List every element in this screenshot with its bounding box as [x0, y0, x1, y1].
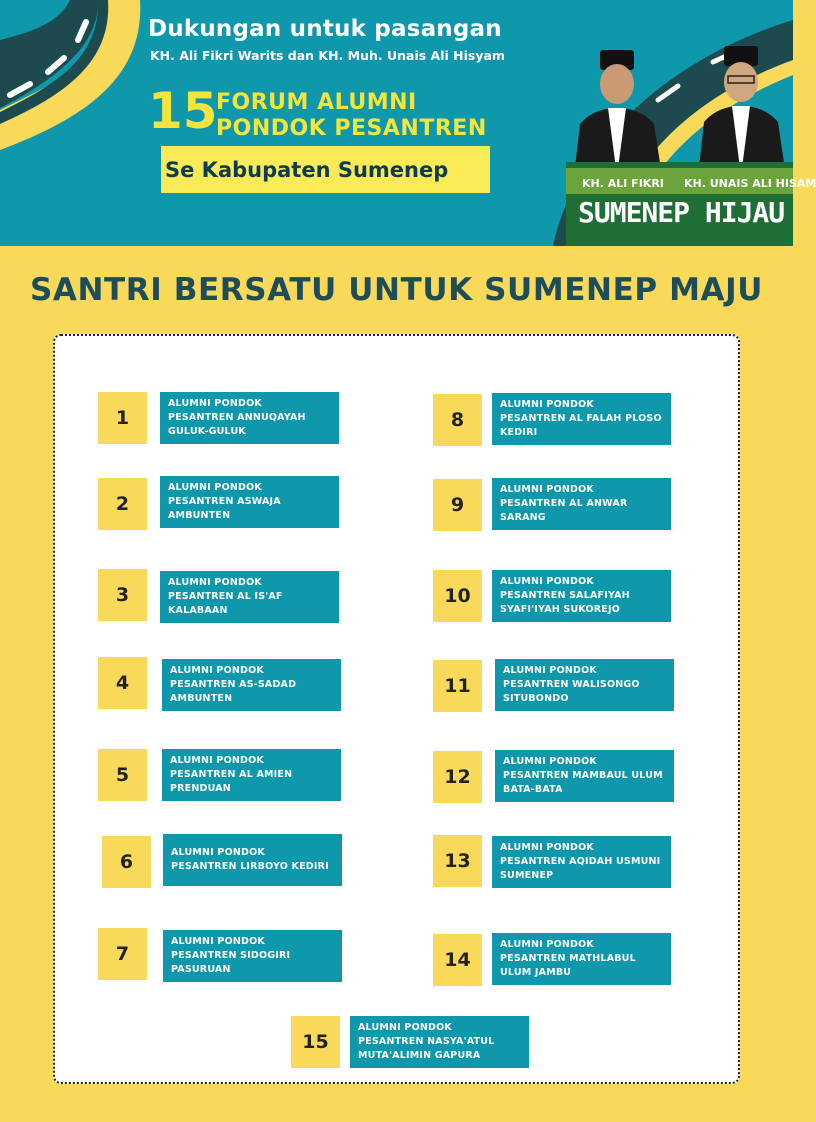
item-label: ALUMNI PONDOK PESANTREN AL IS'AF KALABAAN: [160, 571, 339, 623]
item-number: 7: [98, 928, 147, 980]
item-number: 2: [98, 478, 147, 530]
item-number: 5: [98, 749, 147, 801]
item-label: ALUMNI PONDOK PESANTREN AL FALAH PLOSO KEDIRI: [492, 393, 671, 445]
candidate-name-2: KH. UNAIS ALI HISAM: [684, 177, 816, 190]
item-label: ALUMNI PONDOK PESANTREN WALISONGO SITUBONDO: [495, 659, 674, 711]
item-number: 11: [433, 660, 482, 712]
candidate-portrait-1: [570, 46, 666, 176]
item-number: 3: [98, 569, 147, 621]
header-banner: [0, 0, 816, 246]
item-label: ALUMNI PONDOK PESANTREN SALAFIYAH SYAFI'IYAH SUKOREJO: [492, 570, 671, 622]
item-label: ALUMNI PONDOK PESANTREN MATHLABUL ULUM JAMBU: [492, 933, 671, 985]
forum-title-line2: PONDOK PESANTREN: [216, 116, 487, 141]
item-number: 12: [433, 751, 482, 803]
forum-title-line1: FORUM ALUMNI: [216, 90, 417, 115]
region-label: Se Kabupaten Sumenep: [161, 146, 490, 193]
item-label: ALUMNI PONDOK PESANTREN MAMBAUL ULUM BATA-BATA: [495, 750, 674, 802]
item-label: ALUMNI PONDOK PESANTREN ASWAJA AMBUNTEN: [160, 476, 339, 528]
candidate-portrait-2: [694, 46, 790, 176]
forum-list-card: [53, 334, 740, 1084]
item-number: 9: [433, 479, 482, 531]
candidate-name-1: KH. ALI FIKRI: [582, 177, 664, 190]
item-label: ALUMNI PONDOK PESANTREN ANNUQAYAH GULUK-GULUK: [160, 392, 339, 444]
item-number: 14: [433, 934, 482, 986]
support-title: Dukungan untuk pasangan: [148, 16, 502, 42]
item-number: 13: [433, 835, 482, 887]
item-number: 6: [102, 836, 151, 888]
item-label: ALUMNI PONDOK PESANTREN LIRBOYO KEDIRI: [163, 834, 342, 886]
road-graphic: [0, 0, 140, 150]
item-label: ALUMNI PONDOK PESANTREN AL ANWAR SARANG: [492, 478, 671, 530]
item-label: ALUMNI PONDOK PESANTREN NASYA'ATUL MUTA'ALIMIN GAPURA: [350, 1016, 529, 1068]
item-label: ALUMNI PONDOK PESANTREN AQIDAH USMUNI SUMENEP: [492, 836, 671, 888]
forum-count: 15: [148, 82, 218, 140]
item-label: ALUMNI PONDOK PESANTREN SIDOGIRI PASURUAN: [163, 930, 342, 982]
candidate-photo-panel: [566, 30, 816, 246]
item-number: 8: [433, 394, 482, 446]
item-label: ALUMNI PONDOK PESANTREN AS-SADAD AMBUNTEN: [162, 659, 341, 711]
slogan-text: SUMENEP HIJAU: [578, 196, 785, 229]
item-number: 15: [291, 1016, 340, 1068]
candidates-line: KH. Ali Fikri Warits dan KH. Muh. Unais Ali Hisyam: [150, 48, 505, 63]
item-label: ALUMNI PONDOK PESANTREN AL AMIEN PRENDUAN: [162, 749, 341, 801]
item-number: 4: [98, 657, 147, 709]
item-number: 1: [98, 392, 147, 444]
item-number: 10: [433, 570, 482, 622]
main-headline: SANTRI BERSATU UNTUK SUMENEP MAJU: [29, 272, 764, 308]
